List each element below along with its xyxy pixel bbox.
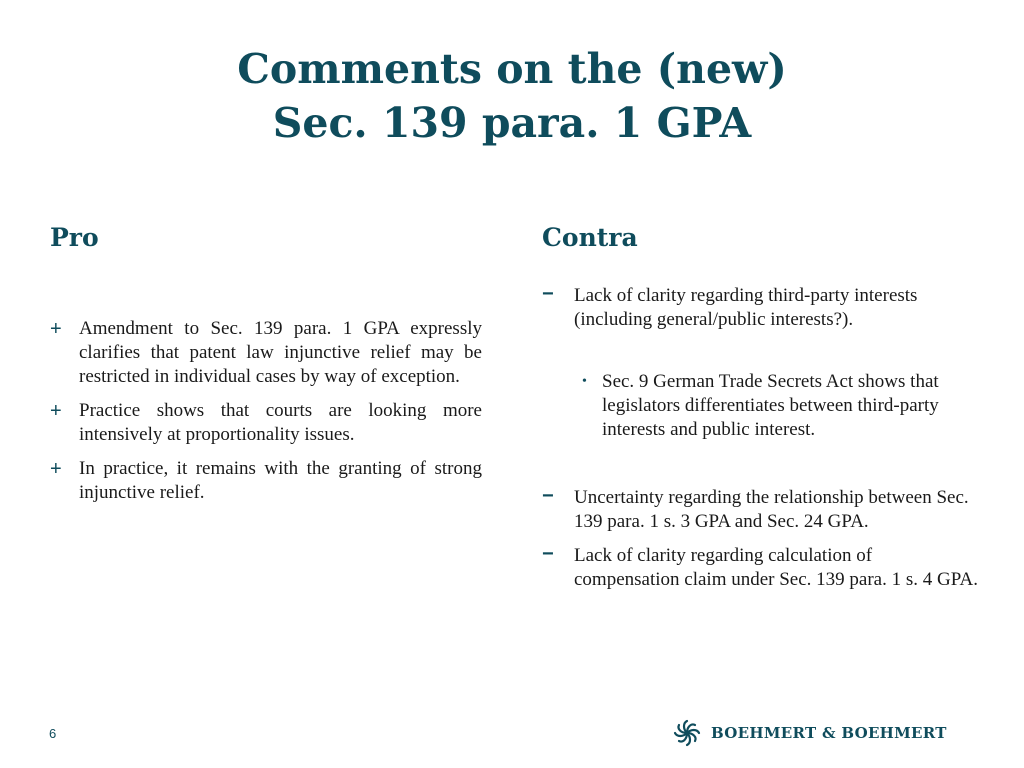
contra-item-text: Lack of clarity regarding third-party interests (including general/public interests?).	[574, 285, 918, 330]
plus-icon: +	[50, 400, 62, 422]
pro-heading: Pro	[50, 223, 99, 252]
contra-item	[542, 486, 982, 534]
title-line-1: Comments on the (new)	[237, 45, 787, 93]
pro-item-text: Amendment to Sec. 139 para. 1 GPA expressly clarifies that patent law injunctive relief may be restricted in individual cases by way of exception.	[79, 318, 482, 387]
plus-icon: +	[50, 318, 62, 340]
company-logo	[671, 716, 947, 750]
slide-title	[0, 42, 1024, 150]
minus-icon: −	[542, 543, 554, 565]
pro-item-text: Practice shows that courts are looking more intensively at proportionality issues.	[79, 400, 482, 445]
contra-heading: Contra	[542, 223, 638, 252]
pro-item	[50, 317, 482, 389]
flower-swirl-icon	[671, 717, 703, 749]
contra-item	[542, 284, 982, 332]
pro-list	[50, 317, 482, 515]
logo-text: BOEHMERT & BOEHMERT	[711, 724, 947, 742]
pro-item	[50, 399, 482, 447]
contra-item-text: Lack of clarity regarding calculation of compensation claim under Sec. 139 para. 1 s. 4 GPA.	[574, 545, 979, 590]
pro-item	[50, 457, 482, 505]
page-number: 6	[49, 726, 57, 741]
bullet-icon: •	[582, 374, 587, 389]
title-line-2: Sec. 139 para. 1 GPA	[272, 99, 752, 147]
plus-icon: +	[50, 458, 62, 480]
minus-icon: −	[542, 485, 554, 507]
contra-sub-item-text: Sec. 9 German Trade Secrets Act shows that legislators differentiates between third-party interests and public interest.	[602, 371, 939, 440]
pro-item-text: In practice, it remains with the granting of strong injunctive relief.	[79, 458, 482, 503]
contra-item-text: Uncertainty regarding the relationship between Sec. 139 para. 1 s. 3 GPA and Sec. 24 GPA.	[574, 487, 969, 532]
contra-sub-item	[582, 370, 972, 442]
contra-list	[542, 284, 982, 592]
minus-icon: −	[542, 283, 554, 305]
contra-item	[542, 544, 982, 592]
